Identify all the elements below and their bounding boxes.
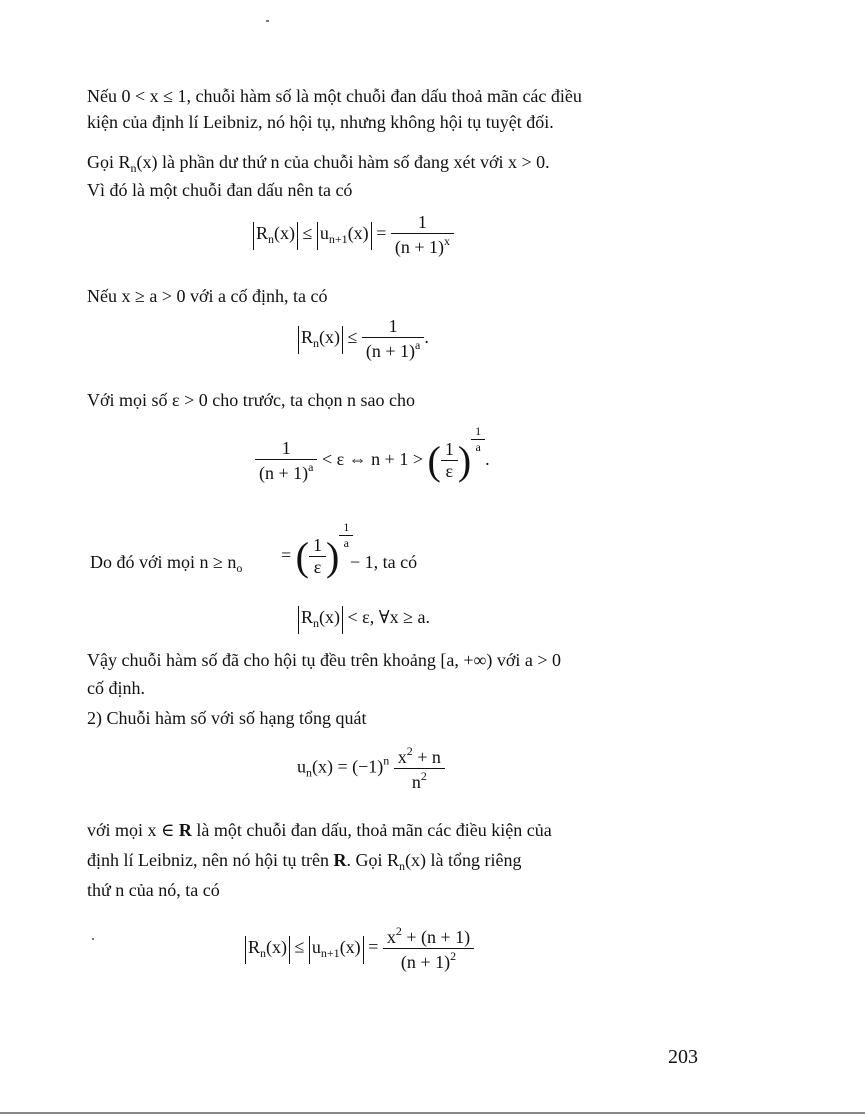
equation-uniform-bound: $R_n(x)$ ≤ $\frac{1}{(n + 1)^a}$ .: [298, 316, 429, 362]
equation-general-term: $u_n(x) = (-1)^n$ $\frac{x^2 + n}{n^2}$: [297, 744, 445, 793]
scan-speck: [266, 20, 269, 22]
page-number: 203: [668, 1046, 698, 1068]
abs-value: $u_{n+1}(x)$: [317, 222, 372, 250]
right-paren: ): [457, 437, 472, 483]
exponent-fraction: $\frac{1}{a}$: [471, 424, 485, 455]
fraction: $\frac{x^2 + (n + 1)}{(n + 1)^2}$: [383, 924, 474, 973]
paragraph-line: Với mọi số ε > 0 cho trước, ta chọn n sao cho: [87, 390, 415, 410]
text-fragment: là một chuỗi đan dấu, thoả mãn các điều kiện của: [191, 820, 552, 840]
scan-speck: [92, 938, 94, 940]
paragraph-line: Vậy chuỗi hàm số đã cho hội tụ đều trên khoảng [a, +∞) với a > 0: [87, 650, 562, 670]
operator: ≤: [347, 327, 358, 348]
paragraph-line: cố định.: [87, 678, 145, 698]
text-fragment: Gọi R: [87, 152, 131, 172]
left-paren: (: [295, 533, 309, 579]
text-fragment: (x) là phần dư thứ n của chuỗi hàm số đang xét với x > 0.: [136, 152, 550, 172]
abs-value: $R_n(x)$: [298, 326, 343, 354]
scan-edge: [0, 1112, 865, 1114]
bold-symbol: R: [178, 820, 192, 840]
subscript: n: [130, 161, 137, 175]
text-fragment: định lí Leibniz, nên nó hội tụ trên: [87, 850, 334, 870]
right-paren: ): [325, 533, 340, 579]
operator: ≤: [302, 223, 313, 244]
equation-remainder-bound: [253, 212, 454, 258]
equation-choose-n: $\frac{1}{(n + 1)^a}$ < ε ⇔ n + 1 > ( $\frac{1}{\varepsilon}$ ) $\frac{1}{a}$ .: [255, 424, 490, 484]
text-fragment: với mọi x ∈: [87, 820, 179, 840]
fraction: $\frac{1}{(n + 1)^x}$: [391, 212, 454, 258]
text-fragment: (x) là tổng riêng: [404, 850, 522, 870]
paragraph-line: [87, 818, 552, 842]
bold-symbol: R: [333, 850, 347, 870]
abs-value: $u_{n+1}(x)$: [309, 936, 364, 964]
left-paren: (: [427, 437, 441, 483]
abs-value: $R_n(x)$: [245, 936, 290, 964]
paragraph-line: − 1, ta có: [350, 552, 418, 572]
subscript: o: [236, 561, 243, 575]
text-fragment: Do đó với mọi n ≥ n: [90, 552, 237, 572]
paragraph-line: kiện của định lí Leibniz, nó hội tụ, nhưng không hội tụ tuyệt đối.: [87, 112, 554, 132]
paragraph-line: [87, 848, 521, 878]
operator: =: [376, 223, 387, 244]
equation-remainder-bound-2: $R_n(x) \le u_{n+1}(x)$ = $\frac{x^2 + (n + 1)}{(n + 1)^2}$: [245, 924, 474, 973]
fraction: $\frac{x^2 + n}{n^2}$: [394, 744, 445, 793]
fraction: $\frac{1}{(n + 1)^a}$: [362, 316, 424, 362]
text-fragment: . Gọi R: [346, 850, 399, 870]
equation-n0: = ( $\frac{1}{\varepsilon}$ ) $\frac{1}{a}$: [281, 520, 353, 578]
paragraph-line: Nếu x ≥ a > 0 với a cố định, ta có: [87, 286, 328, 306]
paragraph-line: 2) Chuỗi hàm số với số hạng tổng quát: [87, 708, 367, 728]
equivalence: < ε ⇔ n + 1 >: [321, 449, 423, 469]
paragraph-line: [87, 150, 550, 180]
paragraph-line: Nếu 0 < x ≤ 1, chuỗi hàm số là một chuỗi đan dấu thoả mãn các điều: [87, 86, 582, 106]
paragraph-line: thứ n của nó, ta có: [87, 880, 220, 900]
fraction: $\frac{1}{(n + 1)^a}$: [255, 438, 317, 484]
paragraph-line: Vì đó là một chuỗi đan dấu nên ta có: [87, 180, 353, 200]
fraction: $\frac{1}{\varepsilon}$: [441, 439, 458, 482]
fraction: $\frac{1}{\varepsilon}$: [309, 535, 326, 578]
subscript: n: [398, 859, 405, 873]
abs-value: $R_n(x)$: [298, 606, 343, 634]
equation-epsilon-bound: $R_n(x) < \varepsilon$, ∀x ≥ a.: [298, 606, 430, 634]
exponent-fraction: $\frac{1}{a}$: [339, 520, 353, 551]
abs-value: $R_n(x)$: [253, 222, 298, 250]
paragraph-line: [90, 550, 242, 580]
